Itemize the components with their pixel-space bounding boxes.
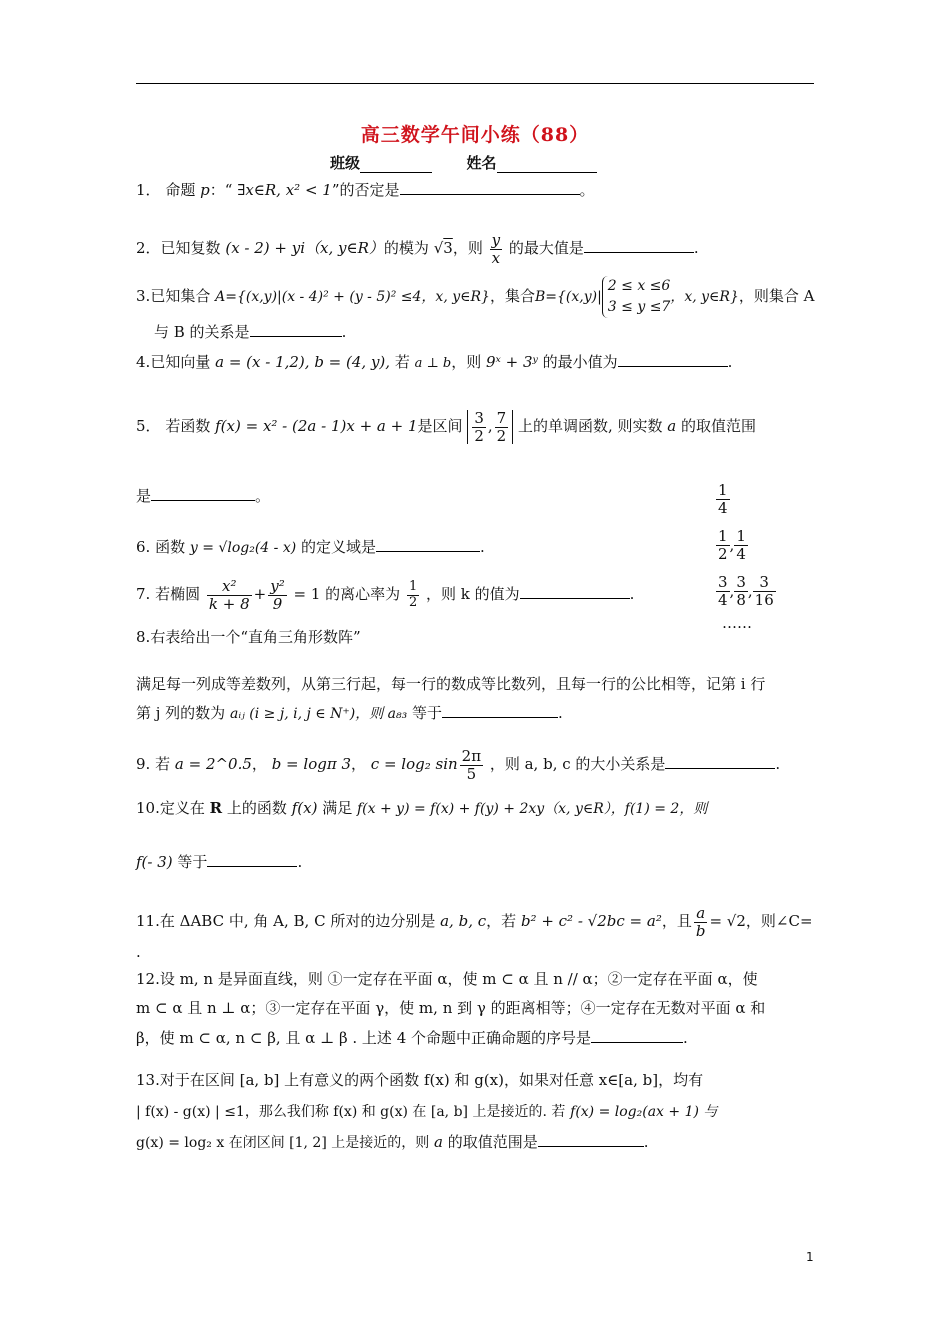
q12-answer-blank[interactable] bbox=[591, 1026, 683, 1043]
q13-var: a bbox=[434, 1132, 443, 1151]
tri-denominator: 16 bbox=[754, 590, 774, 609]
q10-R: R bbox=[209, 799, 223, 817]
tri-denominator: 8 bbox=[736, 590, 746, 609]
q10-text-c: 满足 bbox=[322, 799, 353, 817]
q5-text: 若函数 bbox=[165, 417, 211, 435]
q11-text: 在 ΔABC 中, 角 A, B, C 所对的边分别是 bbox=[159, 912, 436, 930]
q1-num: 1． bbox=[136, 181, 161, 199]
q2-text-b: 的模为 bbox=[383, 239, 429, 257]
q3-sys1: 2 ≤ x ≤6 bbox=[607, 278, 671, 294]
q12-line1: 设 m, n 是异面直线，则 ①一定存在平面 α，使 m ⊂ α 且 n // α；②一定存在平面 α，使 bbox=[159, 970, 758, 988]
tri-row-2: $\frac{1}{2}$ , $\frac{1}{4}$ bbox=[718, 527, 746, 563]
q13-line2b: f(x) = log₂(ax + 1) 与 bbox=[570, 1103, 718, 1120]
q5-l-den: 2 bbox=[474, 426, 484, 445]
q3-end: . bbox=[341, 323, 347, 341]
q10-line2b: 等于 bbox=[177, 853, 208, 871]
q5-expr: f(x) = x² - (2a - 1)x + a + 1 bbox=[215, 417, 418, 435]
q3-set-a: A={(x,y)|(x - 4)² + (y - 5)² ≤4，x, y∈R} bbox=[215, 289, 490, 305]
question-10 bbox=[136, 796, 816, 822]
q1-text-c: ”的否定是 bbox=[331, 181, 400, 199]
q2-text-d: 的最大值是 bbox=[508, 239, 584, 257]
q2-sqrt: √3 bbox=[433, 239, 453, 257]
question-4 bbox=[136, 350, 816, 376]
q2-end: . bbox=[693, 239, 699, 257]
q13-line3a: g(x) = log₂ x 在闭区间 [1, 2] 上是接近的，则 bbox=[136, 1134, 430, 1151]
question-5 bbox=[136, 410, 816, 444]
q7-e-frac bbox=[407, 580, 419, 610]
q13-line3b: 的取值范围是 bbox=[447, 1132, 538, 1151]
tri-cell bbox=[753, 574, 776, 608]
q1-text-b: ：“ bbox=[209, 181, 233, 199]
question-7: 7. 若椭圆 $\frac{\text{x²}}{k + 8}$ + $\frac{\text{y²}}{9}$ = 1 的离心率为 $\frac{1}{2}$ ，则 k 的值为 . bbox=[136, 577, 635, 613]
tri-row-1 bbox=[716, 476, 806, 522]
q5-text-b: 是区间 bbox=[417, 417, 463, 435]
q7-text: 若椭圆 bbox=[155, 585, 201, 603]
q13-num: 13. bbox=[136, 1071, 160, 1089]
q6-expr: y = √log₂(4 - x) bbox=[189, 540, 297, 556]
q9-c: c = log₂ sin bbox=[370, 755, 458, 773]
q6-text: 函数 bbox=[155, 538, 186, 556]
q5-interval: $\frac{3}{2}$ , $\frac{7}{2}$ bbox=[467, 410, 513, 444]
q6-text-b: 的定义域是 bbox=[300, 538, 376, 556]
q13-line1: 对于在区间 [a, b] 上有意义的两个函数 f(x) 和 g(x)，如果对任意 x∈[a, b]，均有 bbox=[159, 1071, 704, 1089]
q4-expr: a = (x - 1,2), b = (4, y), bbox=[215, 353, 391, 371]
q11-frac-num: a bbox=[694, 905, 708, 923]
q7-f1-num: x² bbox=[207, 578, 252, 596]
q8-line3a: 第 j 列的数为 bbox=[136, 704, 226, 723]
q8-end: . bbox=[558, 704, 563, 723]
q9-end: . bbox=[775, 755, 781, 773]
q10-expr: f(x + y) = f(x) + f(y) + 2xy（x, y∈R） bbox=[357, 801, 611, 817]
q12-num: 12. bbox=[136, 970, 160, 988]
name-blank[interactable] bbox=[497, 156, 597, 173]
tri-numerator: 1 bbox=[718, 527, 728, 545]
q7-f2-num: y² bbox=[270, 577, 285, 595]
tri-cell bbox=[716, 482, 730, 516]
tri-cell bbox=[734, 528, 748, 562]
question-11 bbox=[136, 905, 816, 939]
q7-end: . bbox=[629, 585, 635, 603]
q5-text-d: 的取值范围 bbox=[681, 417, 757, 435]
q8-text: 右表给出一个“直角三角形数阵” bbox=[150, 628, 361, 646]
q9-b: b = logπ 3 bbox=[271, 755, 351, 773]
q11-frac-den: b bbox=[695, 921, 706, 940]
q4-expr2: 9ˣ + 3ʸ bbox=[486, 353, 538, 371]
page-title: 高三数学午间小练（88） bbox=[360, 124, 590, 146]
q7-num: 7. bbox=[136, 585, 151, 603]
header-rule bbox=[136, 83, 814, 84]
q11-frac bbox=[694, 905, 708, 939]
tri-numerator: 1 bbox=[718, 481, 728, 499]
q5-line2: 是 bbox=[136, 487, 152, 505]
q9-c-frac bbox=[460, 748, 483, 782]
q3-text: 已知集合 bbox=[150, 287, 211, 305]
q11-expr: b² + c² - √2bc = a² bbox=[520, 912, 662, 930]
page-number: 1 bbox=[806, 1250, 814, 1264]
tri-cell bbox=[716, 528, 730, 562]
q5-l-num: 3 bbox=[474, 409, 484, 427]
q6-end: . bbox=[480, 538, 485, 556]
q3-num: 3. bbox=[136, 287, 151, 305]
q7-frac1 bbox=[207, 578, 252, 612]
name-label: 姓名 bbox=[466, 154, 497, 172]
q10-f1: ，f(1) = 2，则 bbox=[610, 801, 708, 817]
q4-answer-blank[interactable] bbox=[618, 350, 728, 367]
q11-text-b: ，若 bbox=[486, 912, 517, 930]
question-3 bbox=[136, 276, 816, 347]
q1-answer-blank[interactable] bbox=[400, 178, 580, 195]
question-9: 9. 若 a = 2^0.5， b = logπ 3， c = log₂ sin $\frac{2\pi}{5}$ ，则 a, b, c 的大小关系是 . bbox=[136, 747, 781, 783]
q6-num: 6. bbox=[136, 538, 151, 556]
class-name-line bbox=[330, 152, 597, 173]
q5-r-den: 2 bbox=[496, 426, 507, 445]
q10-fx: f(x) bbox=[291, 799, 318, 817]
q12-line3: β，使 m ⊂ α, n ⊂ β, 且 α ⊥ β . 上述 4 个命题中正确命题的序号是 bbox=[136, 1028, 592, 1047]
q7-f2-den: 9 bbox=[272, 594, 283, 613]
triangle-array bbox=[716, 476, 806, 632]
q7-e-den: 2 bbox=[408, 594, 418, 610]
question-13 bbox=[136, 1065, 816, 1157]
q11-end: . bbox=[136, 943, 141, 961]
q6-answer-blank[interactable] bbox=[376, 535, 480, 552]
q2-num: 2． bbox=[136, 239, 161, 257]
q9-num: 9. bbox=[136, 755, 151, 773]
q13-answer-blank[interactable] bbox=[538, 1130, 644, 1147]
q13-end: . bbox=[643, 1132, 649, 1151]
q2-expr: (x - 2) + yi（x, y∈R） bbox=[225, 239, 384, 257]
q3-answer-blank[interactable] bbox=[250, 320, 342, 337]
q4-end: . bbox=[727, 353, 733, 371]
q4-text-c: ，则 bbox=[451, 353, 482, 371]
q3-sys2: 3 ≤ y ≤7 bbox=[607, 299, 671, 315]
q12-end: . bbox=[683, 1028, 688, 1047]
q1-end: 。 bbox=[579, 181, 595, 199]
q10-f-3: f(- 3) bbox=[136, 853, 173, 871]
q5-end: 。 bbox=[255, 487, 271, 505]
q8-line3b: 等于 bbox=[412, 704, 443, 723]
tri-numerator: 3 bbox=[736, 573, 746, 591]
tri-numerator: 3 bbox=[718, 573, 728, 591]
question-2 bbox=[136, 232, 816, 266]
q9-text-b: ，则 a, b, c 的大小关系是 bbox=[489, 755, 666, 773]
question-8-body bbox=[136, 670, 816, 729]
tri-cell bbox=[716, 574, 730, 608]
tri-denominator: 4 bbox=[718, 498, 728, 517]
q13-line2a: | f(x) - g(x) | ≤1，那么我们称 f(x) 和 g(x) 在 [a, b] 上是接近的. 若 bbox=[136, 1103, 566, 1120]
q9-answer-blank[interactable] bbox=[665, 752, 775, 769]
class-label: 班级 bbox=[330, 154, 361, 172]
q4-cond: a ⊥ b bbox=[414, 356, 452, 371]
q1-expr: ∃x∈R, x² < 1 bbox=[237, 181, 332, 199]
q3-set-b-post: ，x, y∈R} bbox=[670, 289, 739, 305]
question-8 bbox=[136, 625, 816, 651]
q11-text-d: = √2，则∠C= bbox=[709, 912, 813, 930]
q9-a: a = 2^0.5 bbox=[174, 755, 252, 773]
tri-denominator: 4 bbox=[736, 544, 746, 563]
q4-text-b: 若 bbox=[394, 353, 410, 371]
q4-num: 4. bbox=[136, 353, 151, 371]
q11-text-c: ，且 bbox=[661, 912, 692, 930]
tri-numerator: 3 bbox=[753, 574, 776, 592]
q2-text-c: ，则 bbox=[452, 239, 483, 257]
q8-num: 8. bbox=[136, 628, 151, 646]
q10-answer-blank[interactable] bbox=[207, 850, 297, 867]
q9-text: 若 bbox=[155, 755, 171, 773]
class-blank[interactable] bbox=[360, 156, 432, 173]
q2-sqrt-val: 3 bbox=[443, 239, 453, 257]
q2-fraction bbox=[490, 232, 502, 266]
tri-cell bbox=[734, 574, 748, 608]
q5-r-num: 7 bbox=[496, 409, 507, 427]
q9-c-num: 2π bbox=[461, 747, 482, 765]
tri-denominator: 4 bbox=[718, 590, 728, 609]
q7-frac2 bbox=[268, 578, 287, 612]
q3-line2: 与 B 的关系是 bbox=[154, 323, 250, 341]
q2-frac-num: y bbox=[491, 231, 501, 249]
q7-answer-blank[interactable] bbox=[520, 582, 630, 599]
q7-e-num: 1 bbox=[408, 579, 418, 595]
q10-num: 10. bbox=[136, 799, 160, 817]
q4-text: 已知向量 bbox=[150, 353, 211, 371]
tri-ellipsis: …… bbox=[722, 614, 752, 632]
q8-line2: 满足每一列成等差数列，从第三行起，每一行的数成等比数列，且每一行的公比相等，记第 i 行 bbox=[136, 675, 766, 693]
q3-set-b: B={(x,y)| bbox=[534, 289, 602, 305]
q1-var: p bbox=[200, 181, 210, 199]
q10-text: 定义在 bbox=[159, 799, 205, 817]
q3-text-c: ，则集合 A bbox=[738, 287, 815, 305]
q12-line2: m ⊂ α 且 n ⊥ α；③一定存在平面 γ，使 m, n 到 γ 的距离相等；④一定存在无数对平面 α 和 bbox=[136, 999, 766, 1018]
question-10-cont bbox=[136, 850, 816, 876]
tri-row-3: $\frac{3}{4}$ , $\frac{3}{8}$ , $\frac{3}{16}$ bbox=[718, 573, 774, 609]
q5-text-c: 上的单调函数, 则实数 bbox=[517, 417, 663, 435]
q2-frac-den: x bbox=[491, 248, 501, 267]
q7-text-c: ，则 k 的值为 bbox=[426, 585, 520, 603]
question-6 bbox=[136, 535, 816, 561]
q1-text: 命题 bbox=[165, 181, 196, 199]
q2-answer-blank[interactable] bbox=[584, 236, 694, 253]
q8-expr: aᵢⱼ (i ≥ j, i, j ∈ N⁺)，则 a₈₃ bbox=[229, 706, 408, 723]
tri-denominator: 2 bbox=[718, 544, 728, 563]
q7-text-b: = 1 的离心率为 bbox=[293, 585, 401, 603]
q5-answer-blank[interactable] bbox=[151, 484, 255, 501]
q9-c-den: 5 bbox=[466, 764, 477, 783]
question-5-cont bbox=[136, 481, 816, 510]
q3-system bbox=[602, 276, 671, 318]
q11-abc: a, b, c bbox=[440, 912, 487, 930]
q5-var: a bbox=[667, 417, 677, 435]
q11-num: 11. bbox=[136, 912, 160, 930]
question-1 bbox=[136, 178, 816, 204]
q10-text-b: 上的函数 bbox=[226, 799, 287, 817]
question-11-end bbox=[136, 940, 816, 966]
q5-num: 5． bbox=[136, 417, 161, 435]
q8-answer-blank[interactable] bbox=[442, 701, 558, 718]
question-12 bbox=[136, 965, 816, 1053]
q2-text: 已知复数 bbox=[160, 239, 221, 257]
tri-numerator: 1 bbox=[736, 527, 746, 545]
q4-text-d: 的最小值为 bbox=[542, 353, 618, 371]
q7-f1-den: k + 8 bbox=[208, 594, 250, 613]
q10-end: . bbox=[297, 853, 303, 871]
q3-text-b: ，集合 bbox=[489, 287, 535, 305]
